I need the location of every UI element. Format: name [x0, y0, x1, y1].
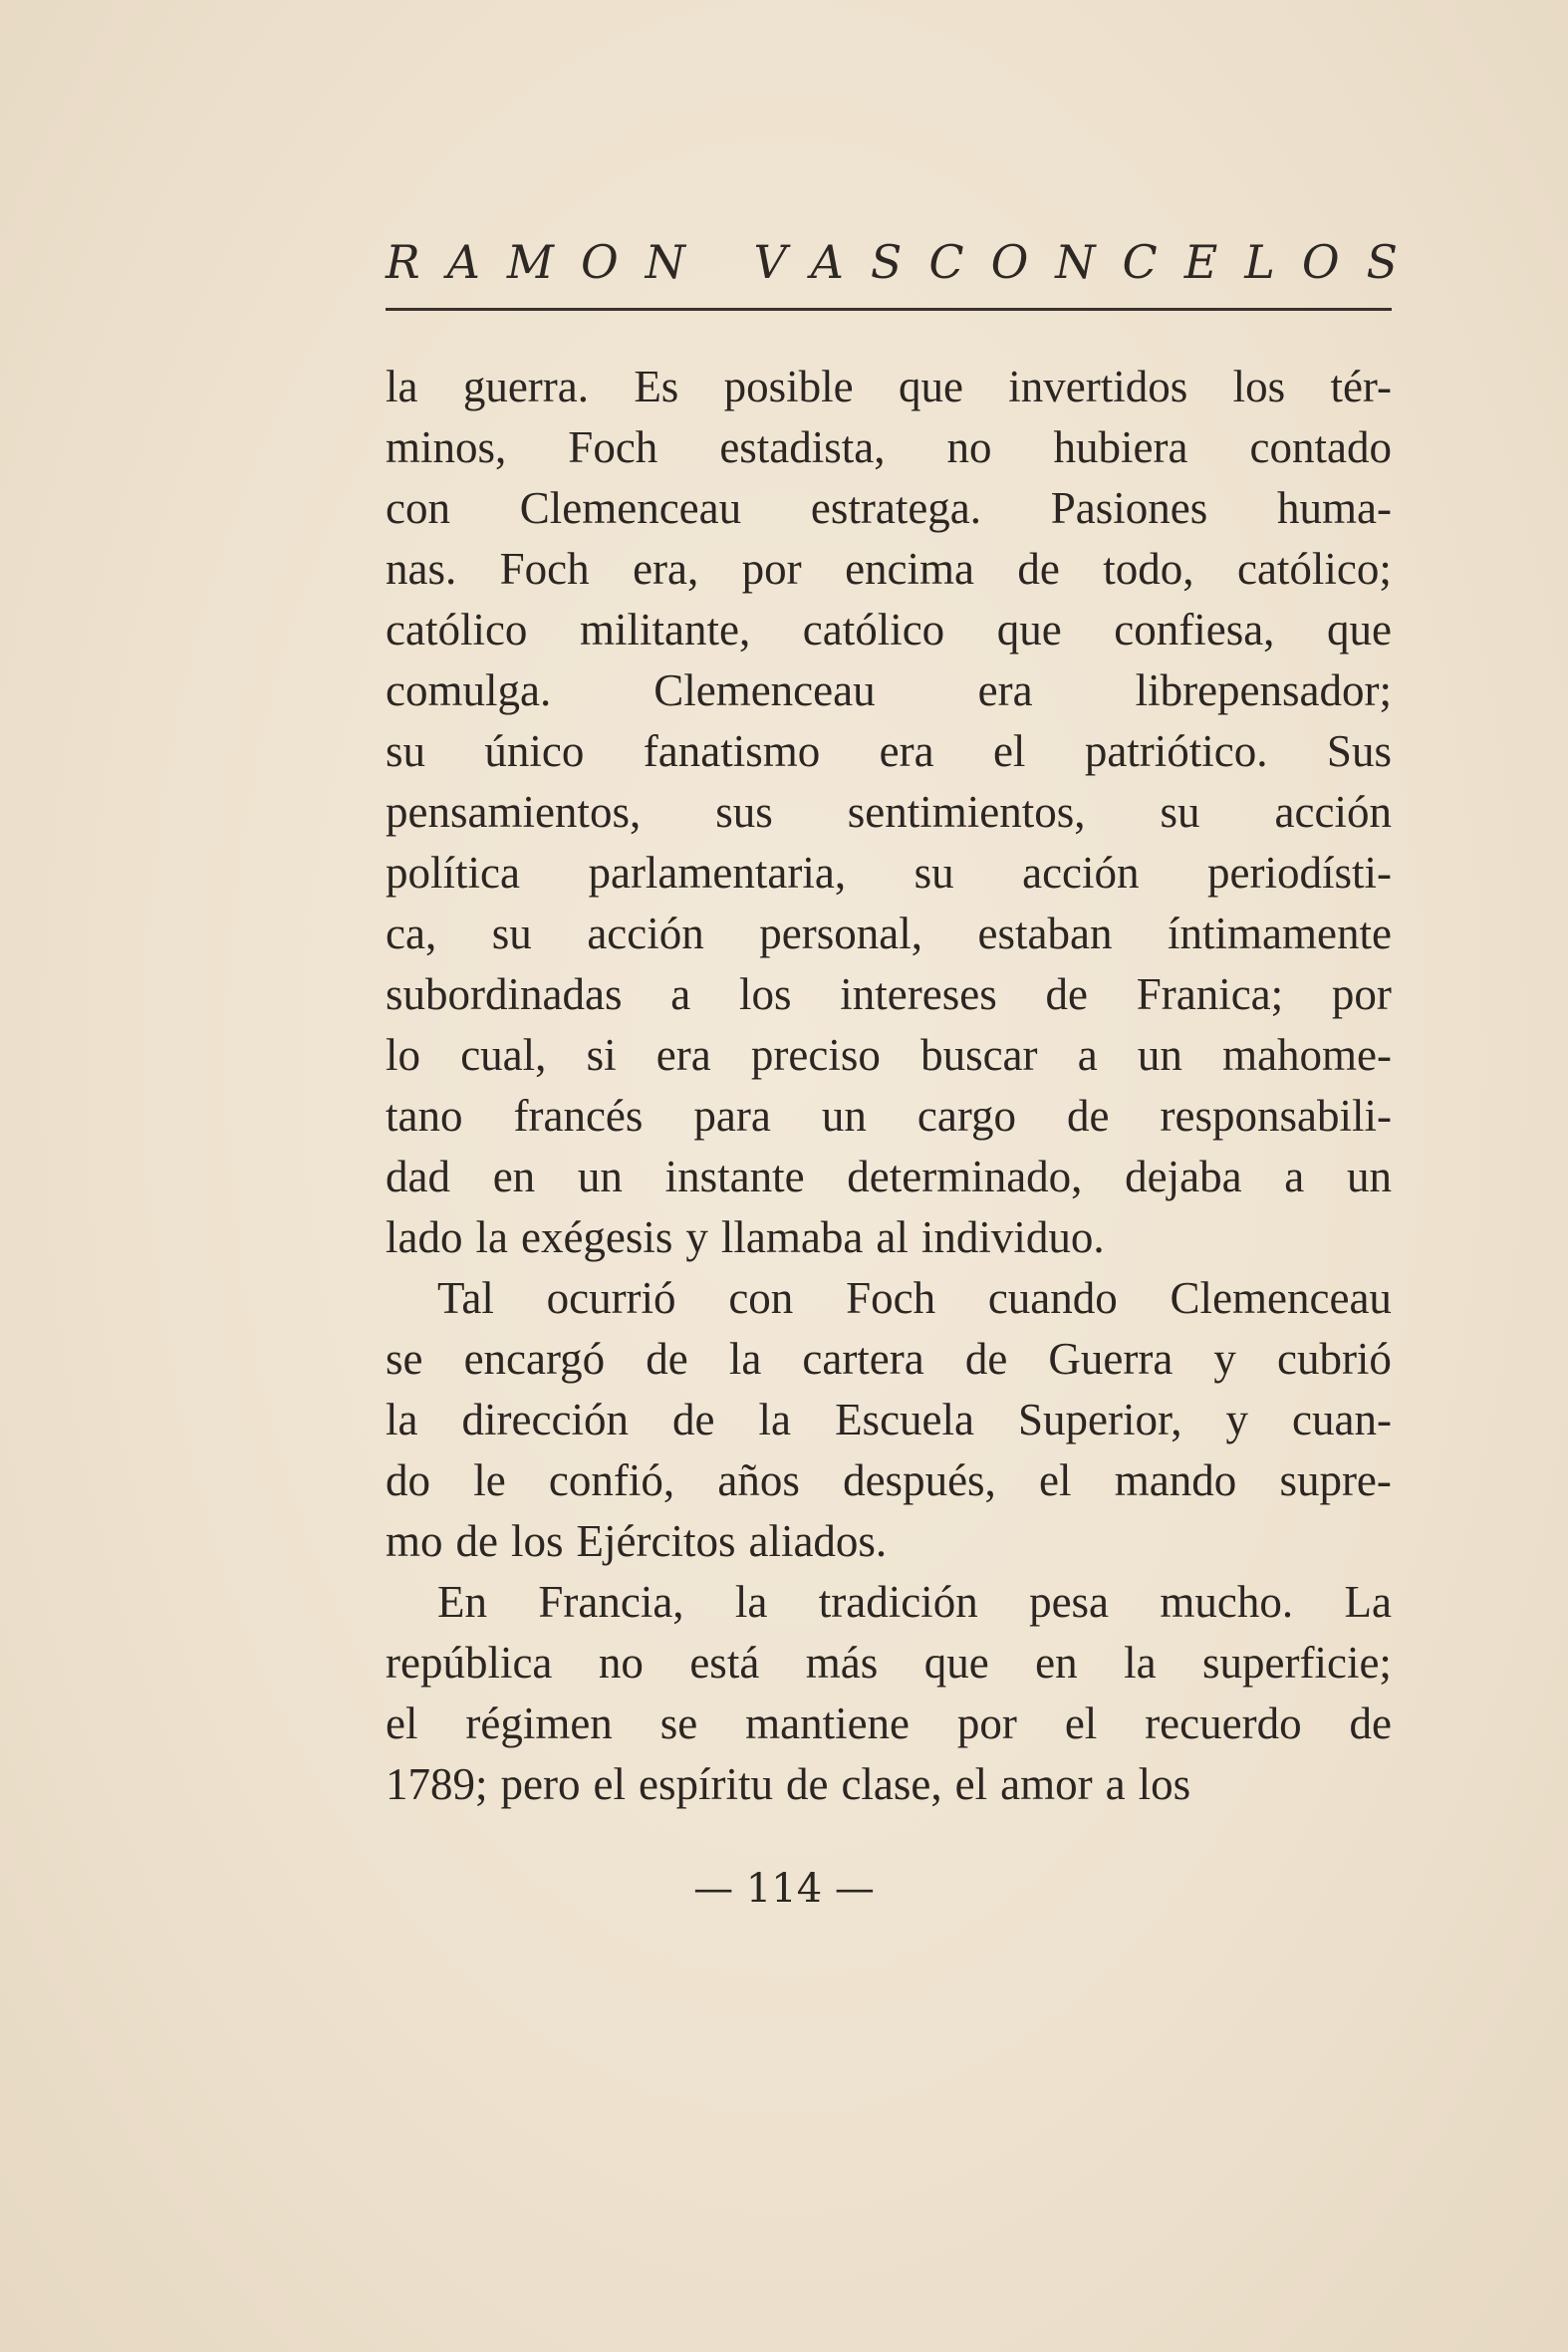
word: de: [1045, 969, 1088, 1019]
word: Clemenceau: [519, 483, 742, 533]
word: invertidos: [1008, 362, 1188, 411]
word: pero: [500, 1759, 581, 1809]
word: acción: [1022, 848, 1140, 898]
text-line: [386, 904, 1392, 964]
word: por: [741, 544, 802, 594]
word: católico: [386, 605, 528, 654]
word: la: [758, 1395, 792, 1444]
word: acción: [587, 909, 704, 958]
word: Sus: [1326, 726, 1392, 776]
word: su: [491, 909, 532, 958]
word: cubrió: [1276, 1334, 1392, 1384]
word: que: [898, 362, 963, 411]
word: 1789;: [386, 1759, 488, 1809]
word: llamaba: [720, 1212, 864, 1262]
word: único: [484, 726, 585, 776]
word: dejaba: [1125, 1152, 1242, 1201]
word: más: [805, 1638, 879, 1688]
text-line: [386, 1025, 1392, 1086]
word: instante: [664, 1152, 805, 1201]
word: cual,: [460, 1030, 547, 1080]
word: de: [1017, 544, 1060, 594]
word: recuerdo: [1145, 1699, 1302, 1748]
word: el: [386, 1699, 418, 1748]
word: su: [386, 726, 426, 776]
word: el: [1039, 1455, 1072, 1505]
word: los: [1232, 362, 1286, 411]
word: se: [386, 1334, 423, 1384]
word: pesa: [1029, 1577, 1110, 1627]
word: sentimientos,: [847, 787, 1086, 837]
word: encargó: [463, 1334, 606, 1384]
word: no: [946, 422, 992, 472]
word: estratega.: [810, 483, 982, 533]
word: con: [386, 483, 450, 533]
word: huma-: [1277, 483, 1392, 533]
paragraph: [386, 1572, 1392, 1815]
word: militante,: [579, 605, 751, 654]
word: de: [1349, 1699, 1392, 1748]
word: para: [693, 1091, 771, 1141]
word: su: [914, 848, 954, 898]
word: Ejércitos: [576, 1516, 736, 1566]
word: de: [785, 1759, 829, 1809]
word: de: [646, 1334, 688, 1384]
word: francés: [513, 1091, 644, 1141]
word: mucho.: [1160, 1577, 1294, 1627]
word: Foch: [568, 422, 658, 472]
word: Francia,: [538, 1577, 684, 1627]
word: estadista,: [719, 422, 886, 472]
text-line: [386, 1572, 1392, 1633]
running-head: RAMON VASCONCELOS: [386, 235, 1426, 289]
text-line: [386, 964, 1392, 1025]
word: confiesa,: [1114, 605, 1275, 654]
word: el: [593, 1759, 626, 1809]
word: do: [386, 1455, 430, 1505]
word: individuo.: [920, 1212, 1105, 1262]
word: encima: [845, 544, 974, 594]
word: el: [992, 726, 1026, 776]
word: un: [577, 1152, 623, 1201]
word: buscar: [920, 1030, 1038, 1080]
word: a: [1284, 1152, 1305, 1201]
word: no: [598, 1638, 644, 1688]
word: patriótico.: [1084, 726, 1268, 776]
word: hubiera: [1053, 422, 1188, 472]
word: y: [685, 1212, 708, 1262]
text-line: [386, 1633, 1392, 1694]
word: En: [437, 1577, 487, 1627]
text-line: [386, 357, 1392, 417]
text-line: [386, 1390, 1392, 1450]
word: cartera: [802, 1334, 924, 1384]
word: confió,: [548, 1455, 675, 1505]
word: y: [1225, 1395, 1248, 1444]
word: minos,: [386, 422, 507, 472]
word: cargo: [916, 1091, 1017, 1141]
word: nas.: [386, 544, 457, 594]
word: comulga.: [386, 665, 552, 715]
word: era: [879, 726, 934, 776]
word: por: [1331, 969, 1392, 1019]
word: república: [386, 1638, 553, 1688]
word: librepensador;: [1135, 665, 1392, 715]
word: ca,: [386, 909, 437, 958]
text-line: [386, 600, 1392, 660]
header-rule: [386, 308, 1392, 311]
text-line: [386, 1147, 1392, 1207]
word: responsabili-: [1160, 1091, 1392, 1141]
word: un: [1346, 1152, 1392, 1201]
word: años: [717, 1455, 800, 1505]
word: después,: [843, 1455, 996, 1505]
word: guerra.: [462, 362, 589, 411]
word: Foch: [499, 544, 590, 594]
word: la: [386, 1395, 418, 1444]
word: los: [738, 969, 792, 1019]
word: personal,: [759, 909, 922, 958]
word: todo,: [1103, 544, 1194, 594]
word: determinado,: [847, 1152, 1083, 1201]
word: la: [1124, 1638, 1157, 1688]
word: mahome-: [1222, 1030, 1392, 1080]
word: exégesis: [520, 1212, 673, 1262]
word: tradición: [818, 1577, 978, 1627]
word: íntimamente: [1168, 909, 1392, 958]
text-line: [386, 843, 1392, 904]
word: Pasiones: [1050, 483, 1208, 533]
word: le: [473, 1455, 506, 1505]
word: tano: [386, 1091, 463, 1141]
word: a: [670, 969, 691, 1019]
text-line: [386, 1511, 1392, 1572]
text-line: [386, 1207, 1392, 1268]
text-line: [386, 1268, 1392, 1329]
word: periodísti-: [1207, 848, 1392, 898]
word: la: [386, 362, 418, 411]
word: dirección: [461, 1395, 629, 1444]
word: Clemenceau: [1170, 1273, 1392, 1323]
word: posible: [723, 362, 854, 411]
word: católico;: [1236, 544, 1392, 594]
word: pensamientos,: [386, 787, 642, 837]
word: era,: [633, 544, 699, 594]
word: un: [821, 1091, 867, 1141]
word: de: [672, 1395, 715, 1444]
word: católico: [802, 605, 945, 654]
word: de: [964, 1334, 1008, 1384]
page-number: — 114 —: [693, 1866, 875, 1912]
text-line: [386, 660, 1392, 721]
word: espíritu: [638, 1759, 773, 1809]
word: Franica;: [1136, 969, 1284, 1019]
word: la: [734, 1577, 768, 1627]
word: de: [455, 1516, 498, 1566]
word: Es: [634, 362, 679, 411]
word: los: [1138, 1759, 1191, 1809]
word: Escuela: [835, 1395, 974, 1444]
word: con: [728, 1273, 794, 1323]
word: parlamentaria,: [588, 848, 847, 898]
word: que: [1326, 605, 1392, 654]
word: y: [1213, 1334, 1236, 1384]
word: que: [996, 605, 1062, 654]
word: sus: [715, 787, 773, 837]
word: que: [923, 1638, 989, 1688]
text-line: [386, 1329, 1392, 1390]
paragraph: [386, 357, 1392, 1268]
text-line: [386, 1754, 1392, 1815]
text-line: [386, 417, 1392, 478]
word: estaban: [977, 909, 1113, 958]
word: cuando: [987, 1273, 1118, 1323]
word: un: [1137, 1030, 1182, 1080]
word: mo: [386, 1516, 443, 1566]
word: era: [977, 665, 1033, 715]
word: política: [386, 848, 520, 898]
word: Superior,: [1018, 1395, 1182, 1444]
word: el: [1064, 1699, 1098, 1748]
word: por: [956, 1699, 1017, 1748]
word: está: [689, 1638, 760, 1688]
text-line: [386, 1694, 1392, 1754]
word: lado: [386, 1212, 463, 1262]
word: el: [954, 1759, 988, 1809]
word: preciso: [750, 1030, 881, 1080]
word: a: [1105, 1759, 1126, 1809]
word: los: [511, 1516, 564, 1566]
word: de: [1067, 1091, 1110, 1141]
word: su: [1160, 787, 1200, 837]
word: amor: [1000, 1759, 1093, 1809]
word: la: [475, 1212, 508, 1262]
word: tér-: [1330, 362, 1392, 411]
word: fanatismo: [643, 726, 821, 776]
word: supre-: [1279, 1455, 1392, 1505]
text-line: [386, 782, 1392, 843]
word: en: [492, 1152, 536, 1201]
word: Guerra: [1048, 1334, 1174, 1384]
word: dad: [386, 1152, 450, 1201]
word: lo: [386, 1030, 421, 1080]
word: contado: [1249, 422, 1392, 472]
word: régimen: [465, 1699, 613, 1748]
word: clase,: [841, 1759, 942, 1809]
word: superficie;: [1202, 1638, 1392, 1688]
word: La: [1344, 1577, 1392, 1627]
word: si: [586, 1030, 617, 1080]
word: intereses: [840, 969, 997, 1019]
word: mando: [1114, 1455, 1237, 1505]
word: mantiene: [745, 1699, 911, 1748]
word: ocurrió: [546, 1273, 676, 1323]
word: Foch: [846, 1273, 936, 1323]
text-line: [386, 1450, 1392, 1511]
word: era: [655, 1030, 711, 1080]
word: acción: [1274, 787, 1392, 837]
word: aliados.: [748, 1516, 888, 1566]
word: Tal: [437, 1273, 494, 1323]
word: la: [728, 1334, 762, 1384]
word: al: [876, 1212, 909, 1262]
word: a: [1077, 1030, 1098, 1080]
text-line: [386, 539, 1392, 600]
word: Clemenceau: [653, 665, 876, 715]
text-line: [386, 478, 1392, 539]
text-line: [386, 1086, 1392, 1147]
body-text: [386, 357, 1392, 1815]
text-line: [386, 721, 1392, 782]
word: en: [1035, 1638, 1078, 1688]
word: subordinadas: [386, 969, 623, 1019]
paragraph: [386, 1268, 1392, 1572]
word: cuan-: [1292, 1395, 1392, 1444]
word: se: [659, 1699, 698, 1748]
